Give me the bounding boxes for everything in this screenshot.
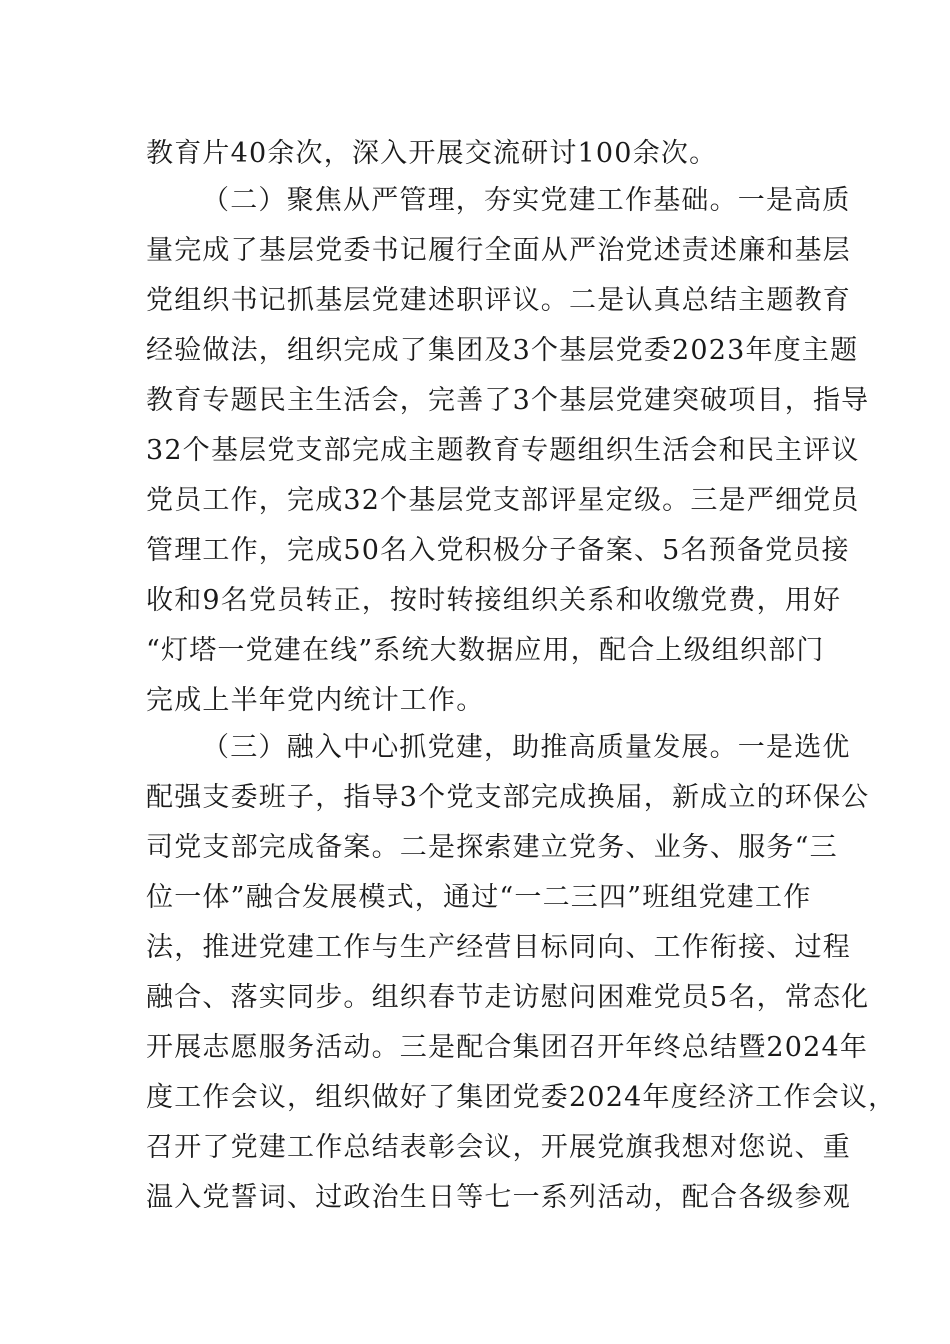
- paragraph-line: 法，推进党建工作与生产经营目标同向、工作衔接、过程: [146, 932, 851, 963]
- paragraph-line: 管理工作，完成50名入党积极分子备案、5名预备党员接: [146, 535, 850, 566]
- section-heading-line: （二）聚焦从严管理，夯实党建工作基础。一是高质: [202, 185, 851, 216]
- paragraph-line: 党组织书记抓基层党建述职评议。二是认真总结主题教育: [146, 285, 851, 316]
- paragraph-line: 完成上半年党内统计工作。: [146, 685, 485, 716]
- paragraph-line: 召开了党建工作总结表彰会议，开展党旗我想对您说、重: [146, 1132, 851, 1163]
- paragraph-line: 开展志愿服务活动。三是配合集团召开年终总结暨2024年: [146, 1032, 869, 1063]
- paragraph-line: 温入党誓词、过政治生日等七一系列活动，配合各级参观: [146, 1182, 851, 1213]
- paragraph-line: 配强支委班子，指导3个党支部完成换届，新成立的环保公: [146, 782, 870, 813]
- paragraph-line: 位一体”融合发展模式，通过“一二三四”班组党建工作: [146, 882, 812, 913]
- paragraph-line: 教育专题民主生活会，完善了3个基层党建突破项目，指导: [146, 385, 870, 416]
- paragraph-line: 度工作会议，组织做好了集团党委2024年度经济工作会议，: [146, 1082, 897, 1113]
- paragraph-line: “灯塔一党建在线”系统大数据应用，配合上级组织部门: [146, 635, 825, 666]
- paragraph-line: 32个基层党支部完成主题教育专题组织生活会和民主评议: [146, 435, 860, 466]
- paragraph-line: 融合、落实同步。组织春节走访慰问困难党员5名，常态化: [146, 982, 870, 1013]
- paragraph-line: 司党支部完成备案。二是探索建立党务、业务、服务“三: [146, 832, 838, 863]
- paragraph-line: 收和9名党员转正，按时转接组织关系和收缴党费，用好: [146, 585, 842, 616]
- paragraph-line: 党员工作，完成32个基层党支部评星定级。三是严细党员: [146, 485, 860, 516]
- section-heading-line: （三）融入中心抓党建，助推高质量发展。一是选优: [202, 732, 851, 763]
- paragraph-line: 经验做法，组织完成了集团及3个基层党委2023年度主题: [146, 335, 859, 366]
- paragraph-line: 量完成了基层党委书记履行全面从严治党述责述廉和基层: [146, 235, 851, 266]
- paragraph-line: 教育片40余次，深入开展交流研讨100余次。: [146, 138, 718, 169]
